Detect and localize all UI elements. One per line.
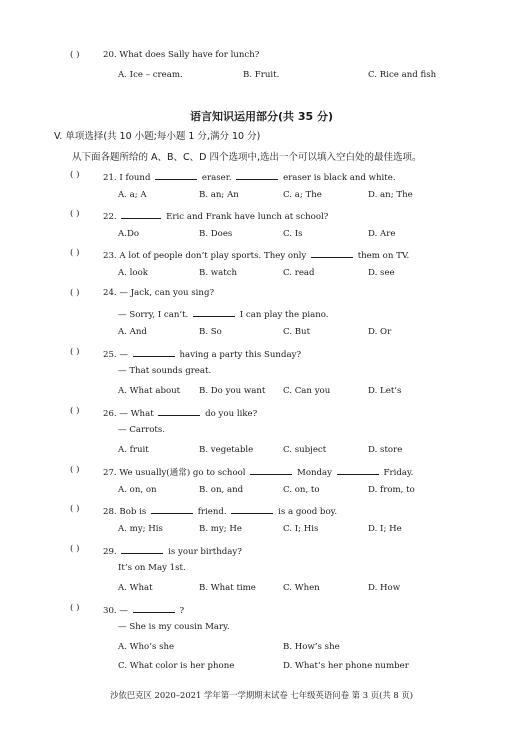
q30-option-a: A. Who’s she — [118, 642, 175, 652]
q23-option-c: C. read — [283, 268, 315, 278]
q20-option-b: B. Fruit. — [243, 70, 280, 80]
section-v-heading: V. 单项选择(共 10 小题;每小题 1 分,满分 10 分) — [54, 131, 261, 142]
q25-option-c: C. Can you — [283, 386, 331, 396]
q21-option-c: C. a; The — [283, 190, 322, 200]
q30-option-c: C. What color is her phone — [118, 661, 235, 671]
q21-option-a: A. a; A — [118, 190, 147, 200]
answer-paren[interactable]: ( ) — [70, 209, 80, 219]
stem-text: I can play the piano. — [239, 310, 329, 320]
question-25-reply: — That sounds great. — [118, 366, 212, 376]
q29-option-a: A. What — [118, 583, 153, 593]
question-21-stem — [103, 170, 396, 184]
q26-option-c: C. subject — [283, 445, 327, 455]
stem-text: 21. I found — [103, 173, 151, 183]
q29-option-b: B. What time — [199, 583, 256, 593]
stem-text: 30. — — [103, 606, 128, 616]
fill-blank[interactable] — [158, 406, 200, 416]
stem-text: 25. — — [103, 350, 128, 360]
question-29-reply: It’s on May 1st. — [118, 563, 186, 573]
stem-text: eraser is black and white. — [283, 173, 396, 183]
stem-text: is a good boy. — [278, 507, 338, 517]
fill-blank[interactable] — [337, 465, 379, 475]
stem-text: 29. — [103, 547, 117, 557]
stem-text: — Sorry, I can’t. — [118, 310, 189, 320]
stem-text: do you like? — [205, 409, 258, 419]
fill-blank[interactable] — [231, 504, 273, 514]
fill-blank[interactable] — [121, 209, 161, 219]
stem-text: 26. — What — [103, 409, 154, 419]
stem-text: having a party this Sunday? — [179, 350, 302, 360]
stem-text: 27. We usually(通常) go to school — [103, 468, 246, 478]
question-30-stem — [103, 603, 184, 617]
question-27-stem — [103, 465, 413, 479]
q26-option-a: A. fruit — [118, 445, 149, 455]
question-25-stem — [103, 347, 301, 361]
question-26-reply: — Carrots. — [118, 425, 166, 435]
answer-paren[interactable]: ( ) — [70, 50, 80, 60]
stem-text: eraser. — [201, 173, 232, 183]
q20-option-a: A. Ice – cream. — [118, 70, 183, 80]
q25-option-a: A. What about — [118, 386, 181, 396]
q27-option-b: B. on, and — [199, 485, 244, 495]
stem-text: 22. — [103, 212, 117, 222]
answer-paren[interactable]: ( ) — [70, 465, 80, 475]
answer-paren[interactable]: ( ) — [70, 248, 80, 258]
question-26-stem — [103, 406, 257, 420]
q24-option-d: D. Or — [368, 327, 392, 337]
q22-option-a: A.Do — [118, 229, 140, 239]
q24-option-c: C. But — [283, 327, 311, 337]
question-24-stem: 24. — Jack, can you sing? — [103, 288, 215, 298]
q22-option-b: B. Does — [199, 229, 233, 239]
q24-option-b: B. So — [199, 327, 222, 337]
q25-option-d: D. Let’s — [368, 386, 402, 396]
q30-option-b: B. How’s she — [283, 642, 340, 652]
q23-option-a: A. look — [118, 268, 148, 278]
question-24-reply — [118, 307, 329, 321]
q30-option-d: D. What’s her phone number — [283, 661, 409, 671]
answer-paren[interactable]: ( ) — [70, 544, 80, 554]
answer-paren[interactable]: ( ) — [70, 170, 80, 180]
fill-blank[interactable] — [133, 347, 175, 357]
q21-option-b: B. an; An — [199, 190, 239, 200]
answer-paren[interactable]: ( ) — [70, 603, 80, 613]
answer-paren[interactable]: ( ) — [70, 406, 80, 416]
q23-option-b: B. watch — [199, 268, 238, 278]
q21-option-d: D. an; The — [368, 190, 413, 200]
q26-option-b: B. vegetable — [199, 445, 254, 455]
stem-text: ? — [179, 606, 185, 616]
fill-blank[interactable] — [311, 248, 353, 258]
q26-option-d: D. store — [368, 445, 403, 455]
question-28-stem — [103, 504, 337, 518]
fill-blank[interactable] — [121, 544, 163, 554]
q22-option-c: C. Is — [283, 229, 303, 239]
q29-option-c: C. When — [283, 583, 320, 593]
fill-blank[interactable] — [193, 307, 235, 317]
q28-option-d: D. I; He — [368, 524, 402, 534]
section-title: 语言知识运用部分(共 35 分) — [189, 110, 334, 123]
question-23-stem — [103, 248, 409, 262]
instruction-text: 从下面各题所给的 A、B、C、D 四个选项中,选出一个可以填入空白处的最佳选项。 — [72, 152, 422, 163]
answer-paren[interactable]: ( ) — [70, 504, 80, 514]
fill-blank[interactable] — [151, 504, 193, 514]
question-29-stem — [103, 544, 242, 558]
stem-text: is your birthday? — [168, 547, 242, 557]
stem-text: friend. — [197, 507, 227, 517]
q23-option-d: D. see — [368, 268, 395, 278]
stem-text: 28. Bob is — [103, 507, 147, 517]
q27-option-a: A. on, on — [118, 485, 157, 495]
fill-blank[interactable] — [250, 465, 292, 475]
stem-text: Eric and Frank have lunch at school? — [166, 212, 329, 222]
q25-option-b: B. Do you want — [199, 386, 266, 396]
stem-text: them on TV. — [357, 251, 410, 261]
q24-option-a: A. And — [118, 327, 147, 337]
q22-option-d: D. Are — [368, 229, 396, 239]
q28-option-a: A. my; His — [118, 524, 163, 534]
fill-blank[interactable] — [155, 170, 197, 180]
q20-option-c: C. Rice and fish — [368, 70, 437, 80]
fill-blank[interactable] — [133, 603, 175, 613]
stem-text: Monday — [297, 468, 333, 478]
page-footer: 沙依巴克区 2020–2021 学年第一学期期末试卷 七年级英语问卷 第 3 页(共 8 页) — [109, 690, 414, 700]
answer-paren[interactable]: ( ) — [70, 347, 80, 357]
stem-text: 23. A lot of people don’t play sports. They only — [103, 251, 307, 261]
question-22-stem — [103, 209, 328, 223]
q27-option-d: D. from, to — [368, 485, 415, 495]
q27-option-c: C. on, to — [283, 485, 320, 495]
q28-option-b: B. my; He — [199, 524, 242, 534]
question-30-reply: — She is my cousin Mary. — [118, 622, 230, 632]
q28-option-c: C. I; His — [283, 524, 319, 534]
fill-blank[interactable] — [236, 170, 278, 180]
q29-option-d: D. How — [368, 583, 401, 593]
answer-paren[interactable]: ( ) — [70, 288, 80, 298]
question-20-stem: 20. What does Sally have for lunch? — [103, 50, 260, 60]
stem-text: Friday. — [383, 468, 414, 478]
